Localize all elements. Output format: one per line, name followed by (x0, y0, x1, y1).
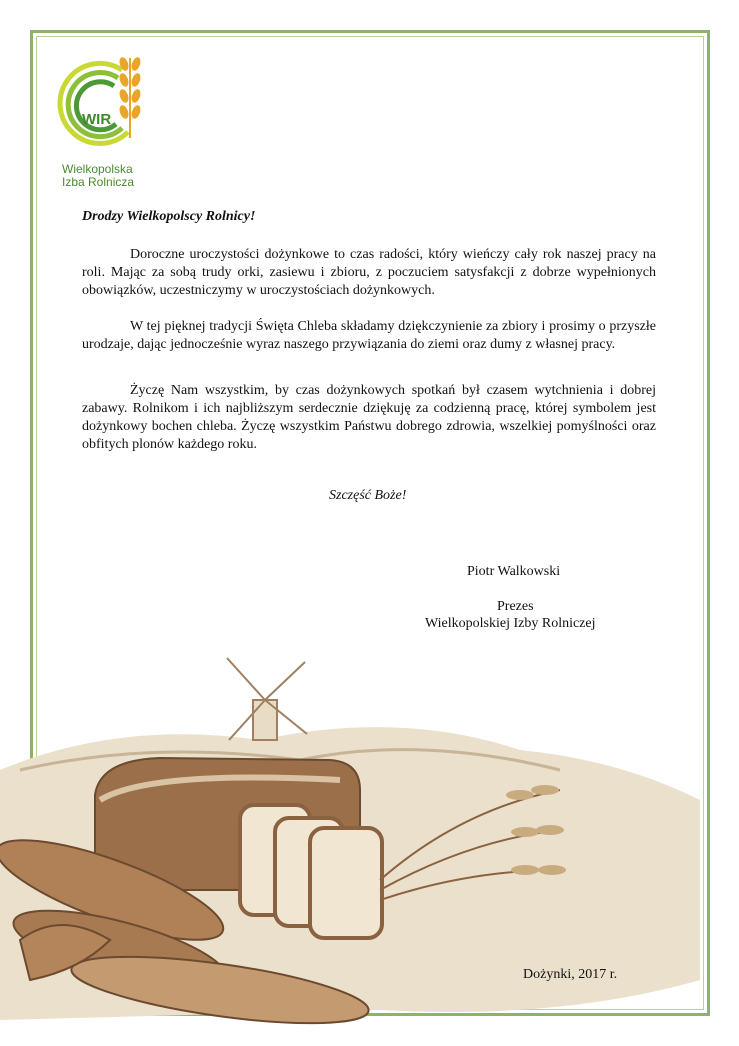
signer-organization: Wielkopolskiej Izby Rolniczej (425, 616, 596, 631)
svg-text:WIR: WIR (82, 111, 112, 128)
signer-title: Prezes (497, 599, 534, 614)
letter-paragraph-1: Doroczne uroczystości dożynkowe to czas radości, który wieńczy cały rok naszej pracy na roli. Mając za sobą trudy orki, zasiewu i zbioru, z poczuciem satysfakcji z dobrze wypełnionych obowiązków, uczestniczymy w uroczystościach dożynkowych. (82, 247, 656, 298)
bread-harvest-illustration-icon (0, 640, 739, 1040)
wheat-logo-icon (50, 50, 150, 150)
letter-closing: Szczęść Boże! (329, 488, 407, 503)
logo-line-2: Izba Rolnicza (62, 175, 135, 189)
letter-paragraph-2: W tej pięknej tradycji Święta Chleba składamy dziękczynienie za zbiory i prosimy o przyszłe urodzaje, dając jednocześnie wyraz naszego przywiązania do ziemi oraz dumy z własnej pracy. (82, 319, 656, 352)
signer-name: Piotr Walkowski (467, 564, 561, 579)
logo-line-1: Wielkopolska (62, 162, 133, 176)
letter-greeting: Drodzy Wielkopolscy Rolnicy! (82, 209, 256, 224)
letter-paragraph-3: Życzę Nam wszystkim, by czas dożynkowych spotkań był czasem wytchnienia i dobrej zabawy. Rolnikom i ich najbliższym serdecznie dziękuję za codzienną pracę, której symbolem jest dożynkowy bochen chleba. Życzę wszystkim Państwu dobrego zdrowia, wszelkiej pomyślności oraz obfitych plonów każdego roku. (82, 383, 656, 452)
place-date: Dożynki, 2017 r. (523, 967, 618, 982)
